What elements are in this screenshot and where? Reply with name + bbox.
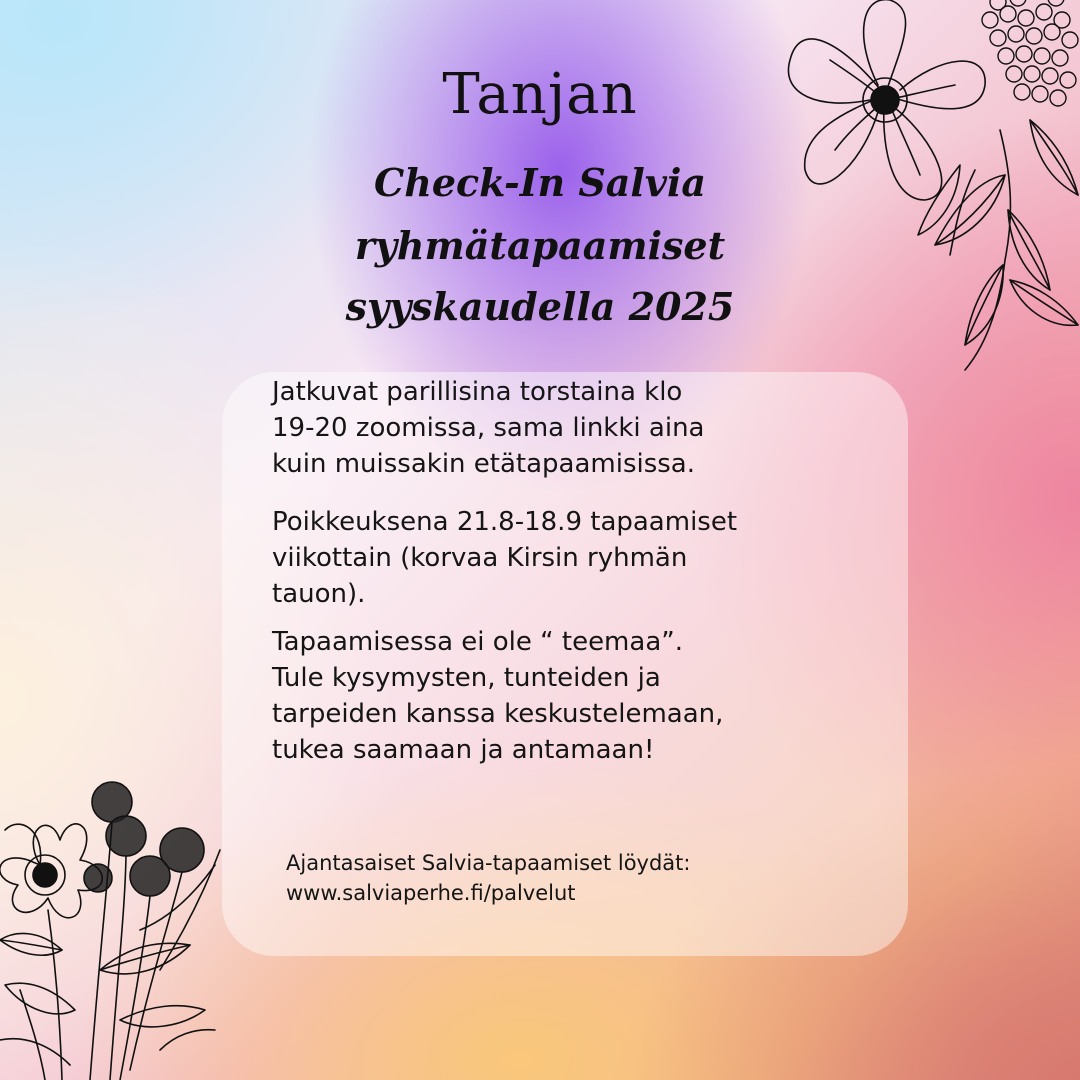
text-line: Jatkuvat parillisina torstaina klo xyxy=(272,377,683,407)
text-line: tarpeiden kanssa keskustelemaan, xyxy=(272,699,724,729)
text-line: tukea saamaan ja antamaan! xyxy=(272,735,655,765)
text-line: tauon). xyxy=(272,579,366,609)
subtitle-line-2: ryhmätapaamiset xyxy=(354,223,726,268)
exception-paragraph xyxy=(272,504,872,612)
schedule-paragraph xyxy=(272,374,872,482)
page-title: Tanjan xyxy=(442,62,638,127)
wildflower-illustration xyxy=(0,770,230,1080)
description-paragraph xyxy=(272,624,872,768)
text-line: Tule kysymysten, tunteiden ja xyxy=(272,663,661,693)
footer-link[interactable]: www.salviaperhe.fi/palvelut xyxy=(286,881,576,905)
text-line: Tapaamisessa ei ole “ teemaa”. xyxy=(272,627,683,657)
text-line: Poikkeuksena 21.8-18.9 tapaamiset xyxy=(272,507,738,537)
text-line: 19-20 zoomissa, sama linkki aina xyxy=(272,413,705,443)
text-line: kuin muissakin etätapaamisissa. xyxy=(272,449,696,479)
text-line: viikottain (korvaa Kirsin ryhmän xyxy=(272,543,688,573)
footer-label: Ajantasaiset Salvia-tapaamiset löydät: xyxy=(286,851,691,875)
subtitle-line-3: syyskaudella 2025 xyxy=(345,284,735,329)
subtitle-line-1: Check-In Salvia xyxy=(373,160,707,205)
